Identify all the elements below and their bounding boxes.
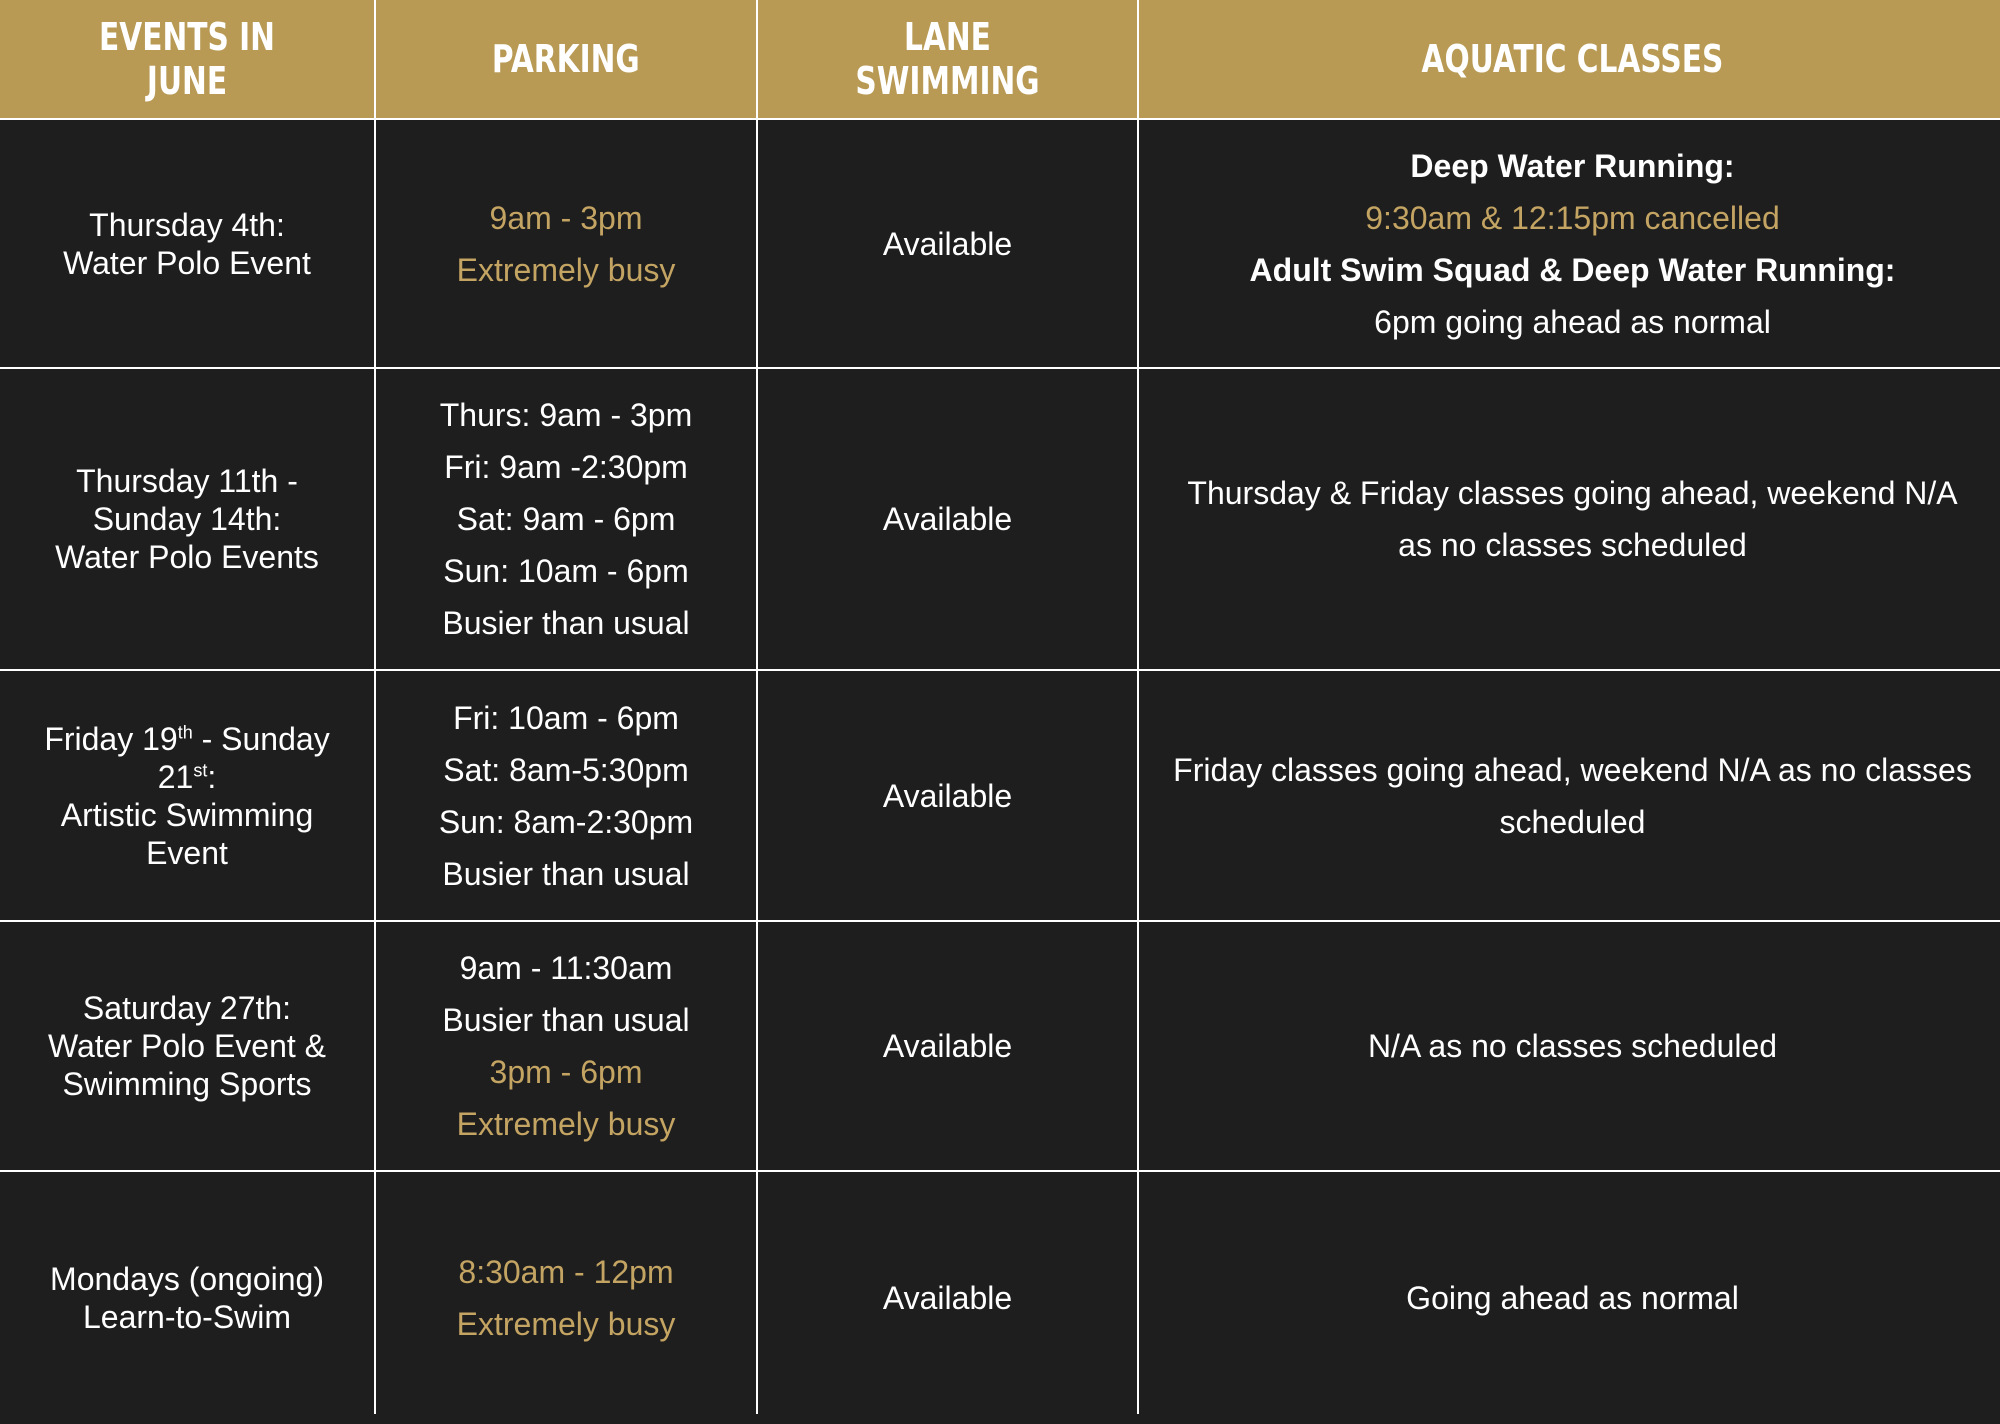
parking-line: Extremely busy	[456, 1106, 676, 1142]
event-text: Friday 19	[44, 720, 178, 757]
ordinal-suffix: th	[177, 721, 193, 742]
parking-cell	[376, 671, 756, 920]
aquatic-line: Deep Water Running:	[1410, 147, 1735, 184]
parking-line: Fri: 10am - 6pm	[453, 699, 679, 736]
header-aquatic-classes-label: AQUATIC CLASSES	[1421, 37, 1724, 81]
aquatic-line: as no classes scheduled	[1398, 527, 1747, 563]
event-text: :	[207, 758, 217, 795]
header-events-label: EVENTS IN JUNE	[99, 15, 275, 103]
parking-line: Thurs: 9am - 3pm	[439, 397, 693, 433]
event-cell	[0, 1172, 374, 1424]
event-line: Learn-to-Swim	[82, 1299, 292, 1335]
header-cell-events	[0, 0, 374, 118]
lane-status: Available	[882, 1280, 1013, 1316]
event-text: - Sunday	[192, 720, 330, 757]
aquatic-classes-cell	[1139, 120, 2000, 367]
event-line: Thursday 11th -	[76, 463, 298, 499]
parking-cell	[376, 922, 756, 1170]
parking-line: 9am - 3pm	[489, 199, 643, 236]
aquatic-line: Going ahead as normal	[1406, 1280, 1739, 1316]
header-parking-label: PARKING	[492, 37, 640, 81]
event-cell	[0, 369, 374, 669]
aquatic-classes-cell	[1139, 369, 2000, 669]
lane-status: Available	[882, 777, 1013, 814]
parking-line: Sun: 10am - 6pm	[443, 553, 689, 589]
event-line: Water Polo Events	[55, 539, 319, 575]
parking-cell	[376, 369, 756, 669]
event-text: 21	[157, 758, 194, 795]
parking-cell	[376, 1172, 756, 1424]
parking-cell	[376, 120, 756, 367]
lane-swimming-cell	[758, 671, 1137, 920]
aquatic-line: N/A as no classes scheduled	[1367, 1028, 1778, 1064]
header-lane-swimming-label: LANE SWIMMING	[855, 15, 1040, 103]
event-line: Water Polo Event	[63, 244, 311, 281]
parking-line: 9am - 11:30am	[459, 950, 673, 986]
parking-line: 3pm - 6pm	[489, 1054, 643, 1090]
aquatic-line: Adult Swim Squad & Deep Water Running:	[1249, 251, 1896, 288]
lane-status: Available	[882, 225, 1013, 262]
event-line: Thursday 4th:	[89, 206, 285, 243]
parking-line: Extremely busy	[456, 1306, 676, 1342]
event-line: Water Polo Event &	[47, 1028, 327, 1064]
parking-line: Busier than usual	[442, 605, 690, 641]
event-line: Artistic Swimming	[60, 796, 314, 833]
header-cell-aquatic-classes	[1139, 0, 2000, 118]
aquatic-classes-cell	[1139, 922, 2000, 1170]
aquatic-classes-cell	[1139, 671, 2000, 920]
header-cell-lane-swimming	[758, 0, 1137, 118]
aquatic-line: Thursday & Friday classes going ahead, weekend N/A	[1187, 475, 1958, 511]
event-line: Mondays (ongoing)	[50, 1261, 324, 1297]
lane-swimming-cell	[758, 120, 1137, 367]
lane-swimming-cell	[758, 369, 1137, 669]
event-line: Saturday 27th:	[82, 990, 292, 1026]
aquatic-classes-cell	[1139, 1172, 2000, 1424]
aquatic-line: 9:30am & 12:15pm cancelled	[1365, 199, 1780, 236]
parking-line: 8:30am - 12pm	[458, 1254, 674, 1290]
lane-swimming-cell	[758, 922, 1137, 1170]
lane-swimming-cell	[758, 1172, 1137, 1424]
parking-line: Sat: 8am-5:30pm	[443, 751, 689, 788]
parking-line: Extremely busy	[456, 251, 676, 288]
aquatic-line: Friday classes going ahead, weekend N/A as no classes	[1173, 751, 1972, 788]
event-line	[158, 758, 217, 796]
lane-status: Available	[882, 1028, 1013, 1064]
event-line: Event	[146, 834, 228, 871]
ordinal-suffix: st	[193, 759, 208, 780]
event-cell	[0, 120, 374, 367]
event-line: Swimming Sports	[62, 1066, 312, 1102]
event-line	[44, 720, 329, 758]
parking-line: Sat: 9am - 6pm	[456, 501, 676, 537]
parking-line: Busier than usual	[442, 855, 690, 892]
parking-line: Fri: 9am -2:30pm	[444, 449, 688, 485]
lane-status: Available	[882, 501, 1013, 537]
event-cell	[0, 922, 374, 1170]
header-cell-parking	[376, 0, 756, 118]
parking-line: Busier than usual	[442, 1002, 690, 1038]
aquatic-line: 6pm going ahead as normal	[1374, 303, 1771, 340]
parking-line: Sun: 8am-2:30pm	[438, 803, 694, 840]
event-line: Sunday 14th:	[92, 501, 282, 537]
aquatic-line: scheduled	[1499, 803, 1646, 840]
event-cell	[0, 671, 374, 920]
